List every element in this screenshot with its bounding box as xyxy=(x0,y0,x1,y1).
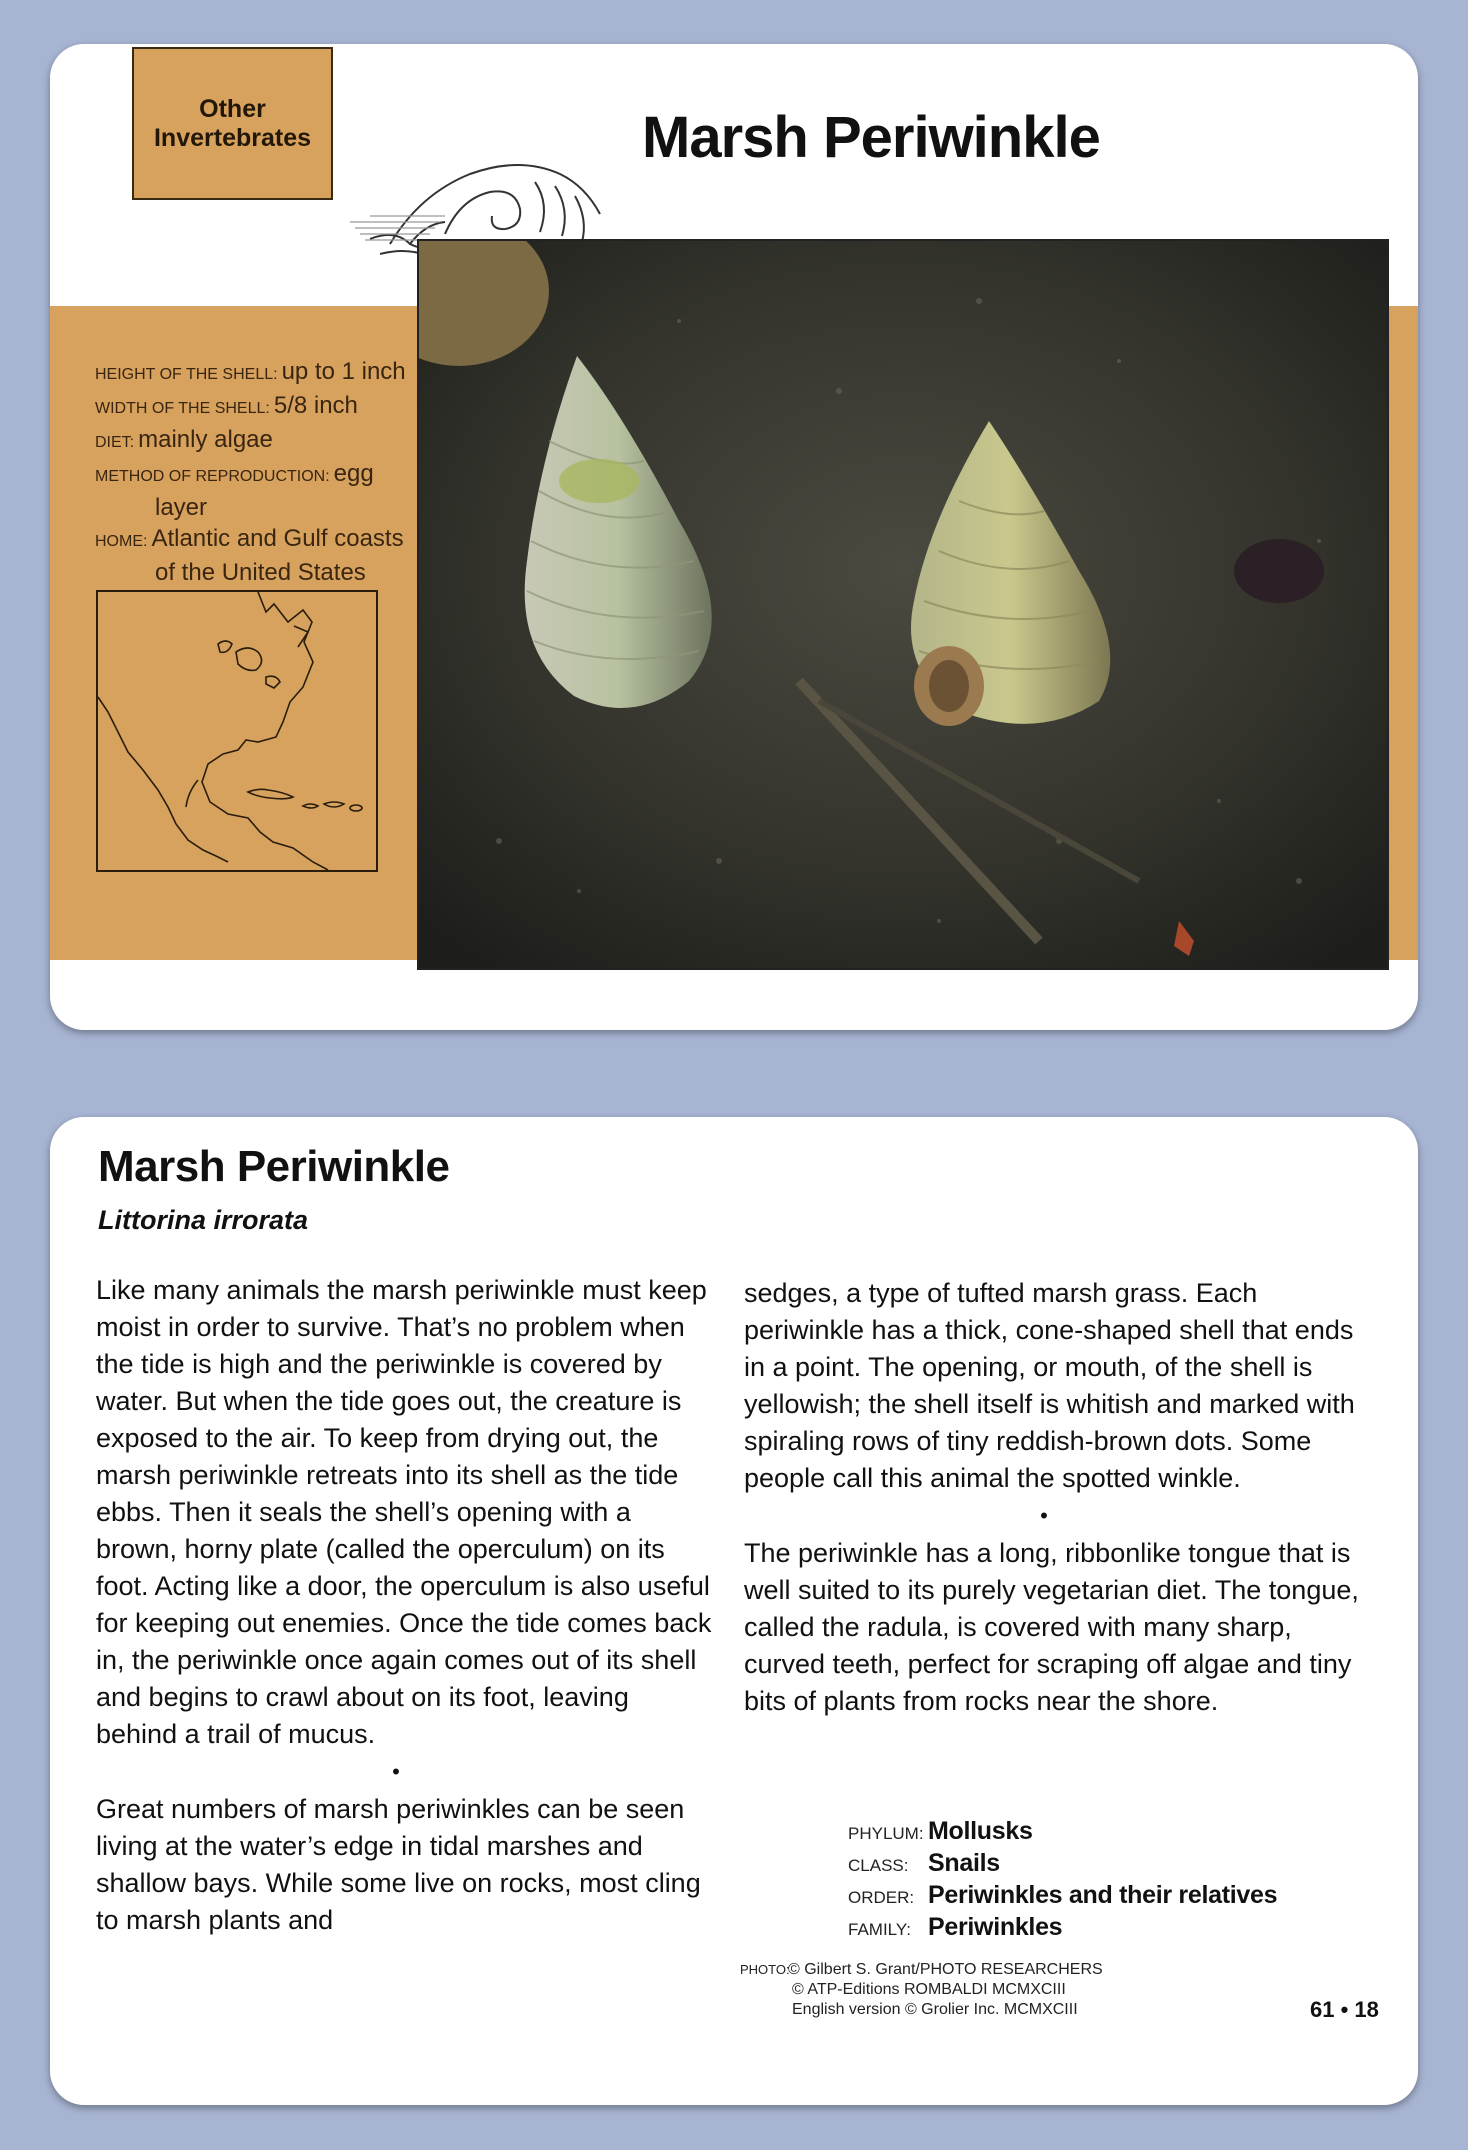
paragraph-bullet: • xyxy=(1040,1503,1048,1528)
fact-width xyxy=(95,390,425,424)
taxonomy-label: FAMILY: xyxy=(848,1920,911,1939)
fact-width-value: 5/8 inch xyxy=(273,392,358,419)
taxonomy-value: Periwinkles xyxy=(928,1913,1063,1941)
back-title: Marsh Periwinkle xyxy=(98,1142,450,1191)
snail-photo xyxy=(417,239,1389,970)
north-america-map-icon xyxy=(98,592,376,870)
credit-line-1: © Gilbert S. Grant/PHOTO RESEARCHERS xyxy=(788,1961,1103,1978)
text-column-1 xyxy=(96,1272,716,1939)
fact-width-label: WIDTH OF THE SHELL: xyxy=(95,400,270,417)
taxonomy-value: Periwinkles and their relatives xyxy=(928,1881,1278,1909)
taxonomy-phylum xyxy=(848,1815,1277,1847)
col1-paragraph-1: Like many animals the marsh periwinkle must keep moist in order to survive. That’s no problem when the tide is high and the periwinkle is covered by water. But when the tide goes out, the creature is exposed to the air. To keep from drying out, the marsh periwinkle retreats into its shell as the tide ebbs. Then it seals the shell’s opening with a brown, horny plate (called the operculum) on its foot. Acting like a door, the operculum is also useful for keeping out enemies. Once the tide comes back in, the periwinkle once again comes out of its shell and begins to crawl about on its foot, leaving behind a trail of mucus. xyxy=(96,1275,712,1749)
text-column-2 xyxy=(744,1275,1364,1720)
fact-diet-value: mainly algae xyxy=(138,426,273,453)
front-title: Marsh Periwinkle xyxy=(642,105,1100,170)
credit-line-2: © ATP-Editions ROMBALDI MCMXCIII xyxy=(792,1981,1066,1998)
category-line-2: Invertebrates xyxy=(153,123,312,152)
card-number: 61 • 18 xyxy=(1310,1997,1379,2022)
paragraph-bullet: • xyxy=(392,1759,400,1784)
fact-reproduction-value: egg xyxy=(333,460,374,487)
taxonomy-value: Snails xyxy=(928,1849,1000,1877)
taxonomy-class xyxy=(848,1847,1277,1879)
fact-height-value: up to 1 inch xyxy=(281,358,406,385)
taxonomy-family xyxy=(848,1911,1277,1943)
fact-diet xyxy=(95,424,425,458)
fact-reproduction-label: METHOD OF REPRODUCTION: xyxy=(95,468,330,485)
back-card xyxy=(50,1117,1418,2105)
photo-credits xyxy=(740,1960,1103,2020)
col2-paragraph-2: The periwinkle has a long, ribbonlike tongue that is well suited to its purely vegetarian diet. The tongue, called the radula, is covered with many sharp, curved teeth, perfect for scraping off algae and tiny bits of plants from rocks near the shore. xyxy=(744,1538,1359,1716)
taxonomy-label: ORDER: xyxy=(848,1888,915,1907)
col1-paragraph-2: Great numbers of marsh periwinkles can be seen living at the water’s edge in tidal marshes and shallow bays. While some live on rocks, most cling to marsh plants and xyxy=(96,1794,701,1935)
taxonomy-value: Mollusks xyxy=(928,1817,1033,1845)
fact-reproduction-cont: layer xyxy=(155,494,208,521)
photo-label: PHOTO: xyxy=(740,1962,790,1977)
fact-home-label: HOME: xyxy=(95,533,148,550)
fact-home-value: Atlantic and Gulf coasts xyxy=(151,525,404,552)
taxonomy-label: PHYLUM: xyxy=(848,1824,924,1843)
fact-home xyxy=(95,523,425,588)
category-box xyxy=(132,47,333,200)
facts-block xyxy=(95,356,425,588)
fact-reproduction xyxy=(95,458,425,523)
taxonomy-block xyxy=(848,1815,1277,1943)
taxonomy-label: CLASS: xyxy=(848,1856,909,1875)
fact-height xyxy=(95,356,425,390)
fact-home-cont: of the United States xyxy=(155,559,366,586)
category-line-1: Other xyxy=(199,94,266,123)
fact-diet-label: DIET: xyxy=(95,434,135,451)
credit-line-3: English version © Grolier Inc. MCMXCIII xyxy=(792,2001,1078,2018)
fact-height-label: HEIGHT OF THE SHELL: xyxy=(95,366,278,383)
periwinkle-photo-image xyxy=(419,241,1387,968)
taxonomy-order xyxy=(848,1879,1277,1911)
range-map xyxy=(96,590,378,872)
front-card xyxy=(50,44,1418,1030)
col2-paragraph-1: sedges, a type of tufted marsh grass. Each periwinkle has a thick, cone-shaped shell that ends in a point. The opening, or mouth, of the shell is yellowish; the shell itself is whitish and marked with spiraling rows of tiny reddish-brown dots. Some people call this animal the spotted winkle. xyxy=(744,1278,1355,1493)
scientific-name: Littorina irrorata xyxy=(98,1205,309,1235)
